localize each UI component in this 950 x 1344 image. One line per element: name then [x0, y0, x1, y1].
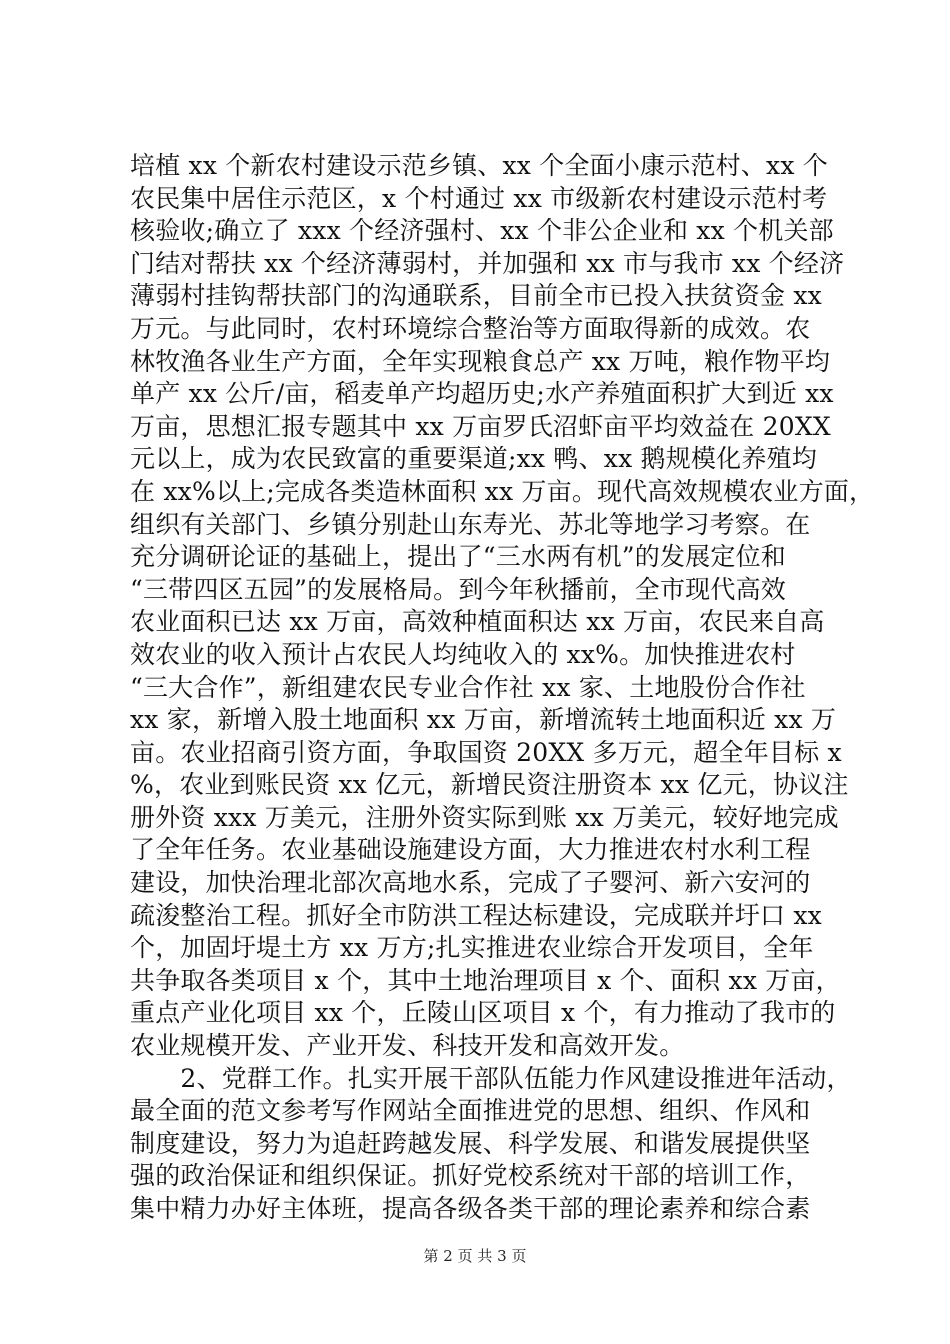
- text-line: 个，加固圩堤土方 xx 万方;扎实推进农业综合开发项目，全年: [130, 933, 814, 963]
- text-line: 林牧渔各业生产方面，全年实现粮食总产 xx 万吨，粮作物平均: [130, 346, 831, 376]
- text-line: 2、党群工作。扎实开展干部队伍能力作风建设推进年活动，: [130, 1063, 852, 1093]
- text-line: 了全年任务。农业基础设施建设方面，大力推进农村水利工程: [130, 835, 811, 865]
- text-line: 门结对帮扶 xx 个经济薄弱村，并加强和 xx 市与我市 xx 个经济: [130, 248, 845, 278]
- text-line: “三大合作”，新组建农民专业合作社 xx 家、土地股份合作社: [130, 672, 806, 702]
- text-line: 最全面的范文参考写作网站全面推进党的思想、组织、作风和: [130, 1096, 811, 1126]
- text-line: 建设，加快治理北部次高地水系，完成了子婴河、新六安河的: [130, 868, 811, 898]
- text-line: 元以上，成为农民致富的重要渠道;xx 鸭、xx 鹅规模化养殖均: [130, 444, 817, 474]
- text-line: 单产 xx 公斤/亩，稻麦单产均超历史;水产养殖面积扩大到近 xx: [130, 379, 834, 409]
- page-number-footer: 第 2 页 共 3 页: [423, 1247, 527, 1265]
- document-body: [130, 150, 875, 1226]
- text-line: 农民集中居住示范区，x 个村通过 xx 市级新农村建设示范村考: [130, 183, 828, 213]
- text-line: 制度建设，努力为追赶跨越发展、科学发展、和谐发展提供坚: [130, 1128, 811, 1158]
- text-line: 万元。与此同时，农村环境综合整治等方面取得新的成效。农: [130, 313, 811, 343]
- text-line: “三带四区五园”的发展格局。到今年秋播前，全市现代高效: [130, 574, 786, 604]
- text-line: 组织有关部门、乡镇分别赴山东寿光、苏北等地学习考察。在: [130, 509, 811, 539]
- text-line: 效农业的收入预计占农民人均纯收入的 xx%。加快推进农村: [130, 639, 796, 669]
- text-line: 农业面积已达 xx 万亩，高效种植面积达 xx 万亩，农民来自高: [130, 607, 825, 637]
- text-line: 重点产业化项目 xx 个，丘陵山区项目 x 个，有力推动了我市的: [130, 998, 836, 1028]
- text-line: 共争取各类项目 x 个，其中土地治理项目 x 个、面积 xx 万亩，: [130, 965, 841, 995]
- text-line: 充分调研论证的基础上，提出了“三水两有机”的发展定位和: [130, 542, 786, 572]
- text-line: 集中精力办好主体班，提高各级各类干部的理论素养和综合素: [130, 1194, 811, 1223]
- text-line: 培植 xx 个新农村建设示范乡镇、xx 个全面小康示范村、xx 个: [130, 151, 828, 180]
- text-line: 强的政治保证和组织保证。抓好党校系统对干部的培训工作，: [130, 1161, 811, 1191]
- text-line: 农业规模开发、产业开发、科技开发和高效开发。: [130, 1031, 685, 1061]
- text-line: 亩。农业招商引资方面，争取国资 20XX 多万元，超全年目标 x: [130, 737, 842, 767]
- text-line: 疏浚整治工程。抓好全市防洪工程达标建设，完成联并圩口 xx: [130, 900, 822, 930]
- text-line: 核验收;确立了 xxx 个经济强村、xx 个非公企业和 xx 个机关部: [130, 216, 834, 246]
- text-line: %，农业到账民资 xx 亿元，新增民资注册资本 xx 亿元，协议注: [130, 770, 849, 800]
- text-line: xx 家，新增入股土地面积 xx 万亩，新增流转土地面积近 xx 万: [130, 705, 837, 735]
- text-line: 万亩，思想汇报专题其中 xx 万亩罗氏沼虾亩平均效益在 20XX: [130, 411, 831, 441]
- text-line: 薄弱村挂钩帮扶部门的沟通联系，目前全市已投入扶贫资金 xx: [130, 281, 822, 311]
- text-line: 册外资 xxx 万美元，注册外资实际到账 xx 万美元，较好地完成: [130, 802, 839, 832]
- text-line: 在 xx%以上;完成各类造林面积 xx 万亩。现代高效规模农业方面，: [130, 476, 875, 506]
